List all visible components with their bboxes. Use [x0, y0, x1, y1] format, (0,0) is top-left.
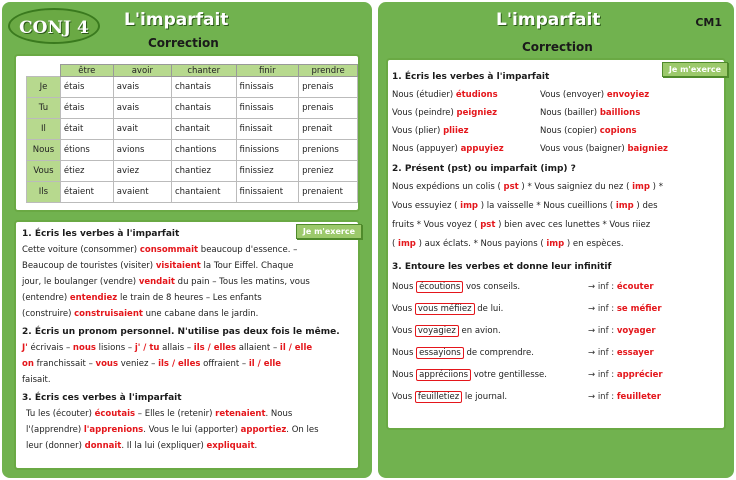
text-segment: fruits * Vous voyez ( — [392, 220, 481, 230]
right-exercises — [392, 68, 722, 408]
r-ex2-line — [392, 178, 722, 197]
answer: envoyiez — [606, 90, 650, 100]
conjugation-cell: prenions — [299, 140, 358, 161]
text-segment: ) des — [633, 201, 658, 211]
text-segment: l'(apprendre) — [26, 425, 84, 435]
r-ex1-heading: 1. Écris les verbes à l'imparfait — [392, 72, 550, 82]
ex1-line — [22, 274, 352, 290]
text-segment: . Vous le lui (apporter) — [143, 425, 241, 435]
text-segment: . Nous — [265, 409, 293, 419]
sentence — [392, 386, 588, 408]
answer: donnait — [84, 441, 122, 451]
ex3-line — [22, 406, 352, 422]
answer: imp — [398, 239, 416, 249]
conjugation-cell: avait — [113, 119, 171, 140]
ex3-heading: 3. Écris ces verbes à l'imparfait — [22, 393, 182, 403]
r-ex3-row — [392, 364, 722, 386]
inf-label: → inf : — [588, 326, 617, 336]
text-segment: (entendre) — [22, 293, 70, 303]
infinitive — [588, 386, 661, 408]
text-segment: . — [254, 441, 258, 451]
conjugation-cell: étiez — [60, 161, 113, 182]
r-ex3-row — [392, 320, 722, 342]
inf-label: → inf : — [588, 304, 617, 314]
infinitive — [588, 298, 662, 320]
col-header: être — [60, 65, 113, 77]
right-subtitle: Correction — [522, 40, 593, 54]
circled-verb: écoutions — [416, 281, 463, 293]
answer: étudions — [455, 90, 498, 100]
text-segment: allaient – — [236, 343, 280, 353]
answer: essayer — [616, 348, 654, 358]
ex1-line — [22, 290, 352, 306]
text-segment: Nous (appuyer) — [392, 144, 461, 154]
conjugation-cell: prenais — [299, 98, 358, 119]
ex2-heading: 2. Écris un pronom personnel. N'utilise pas deux fois le même. — [22, 327, 340, 337]
right-card — [378, 2, 734, 478]
text-segment: offraient – — [200, 359, 249, 369]
pronoun-cell: Ils — [27, 182, 61, 203]
sentence — [392, 364, 588, 386]
left-card — [2, 2, 372, 478]
inf-label: → inf : — [588, 282, 617, 292]
conjugation-cell: avais — [113, 77, 171, 98]
text-segment: allais – — [159, 343, 194, 353]
r-ex3-row — [392, 298, 722, 320]
pronoun-cell: Nous — [27, 140, 61, 161]
r-ex2-heading: 2. Présent (pst) ou imparfait (imp) ? — [392, 164, 576, 174]
answer: consommait — [139, 245, 199, 255]
text-segment: du pain – Tous les matins, vous — [174, 277, 310, 287]
sentence — [392, 342, 588, 364]
r-ex1-item — [392, 86, 540, 104]
level-code: CM1 — [695, 16, 722, 29]
col-header: finir — [236, 65, 299, 77]
table-row — [27, 119, 358, 140]
text-segment: Vous vous (baigner) — [540, 144, 628, 154]
answer: appuyiez — [460, 144, 504, 154]
conjugation-cell: finissait — [236, 119, 299, 140]
r-ex1-item — [540, 86, 649, 104]
r-ex1-item — [392, 140, 540, 158]
answer: copions — [599, 126, 637, 136]
answer: construisaient — [74, 309, 143, 319]
circled-verb: voyagiez — [415, 325, 459, 337]
ex3-line — [22, 438, 352, 454]
text-segment: (construire) — [22, 309, 75, 319]
inf-label: → inf : — [588, 348, 617, 358]
conjugation-cell: chantions — [171, 140, 236, 161]
answer: imp — [460, 201, 479, 211]
answer: entendiez — [69, 293, 118, 303]
text-segment: ( — [392, 239, 399, 249]
text-segment: . On les — [286, 425, 319, 435]
conjugation-cell: chantais — [171, 77, 236, 98]
text-segment: Nous (copier) — [540, 126, 600, 136]
r-ex3-list — [392, 276, 722, 408]
ex2-line — [22, 340, 352, 356]
left-exercises — [22, 226, 352, 454]
answer: voyager — [616, 326, 656, 336]
circled-verb: vous méfiiez — [415, 303, 475, 315]
answer: apprécier — [616, 370, 663, 380]
text-segment: ) * — [649, 182, 663, 192]
text-segment: de lui. — [474, 304, 504, 314]
text-segment: Tu les (écouter) — [26, 409, 95, 419]
conjugation-cell: étais — [60, 98, 113, 119]
r-ex1-grid — [392, 86, 722, 158]
answer: pst — [480, 220, 496, 230]
answer: visitaient — [155, 261, 201, 271]
text-segment: franchissait – — [33, 359, 96, 369]
text-segment: . Il la lui (expliquer) — [121, 441, 207, 451]
sentence — [392, 276, 588, 298]
sentence — [392, 298, 588, 320]
table-corner — [27, 65, 61, 77]
text-segment: ) aux éclats. * Nous payions ( — [415, 239, 547, 249]
ex2-line — [22, 356, 352, 372]
text-segment: beaucoup d'essence. – — [198, 245, 298, 255]
inf-label: → inf : — [588, 370, 617, 380]
pronoun-cell: Il — [27, 119, 61, 140]
text-segment: Vous — [392, 304, 415, 314]
answer: écouter — [616, 282, 654, 292]
r-ex1-row — [392, 140, 722, 158]
text-segment: le train de 8 heures – Les enfants — [117, 293, 262, 303]
text-segment: – Elles le (retenir) — [135, 409, 216, 419]
answer: pliiez — [443, 126, 469, 136]
text-segment: Vous (peindre) — [392, 108, 457, 118]
pronoun-cell: Je — [27, 77, 61, 98]
ex2-line: faisait. — [22, 375, 51, 385]
answer: baigniez — [627, 144, 668, 154]
r-ex1-item — [540, 122, 637, 140]
conjugation-cell: aviez — [113, 161, 171, 182]
pronoun-cell: Tu — [27, 98, 61, 119]
r-ex2-text — [392, 178, 722, 254]
conjugation-cell: finissais — [236, 98, 299, 119]
text-segment: écrivais – — [27, 343, 73, 353]
r-ex1-item — [392, 104, 540, 122]
table-row — [27, 140, 358, 161]
text-segment: Beaucoup de touristes (visiter) — [22, 261, 156, 271]
infinitive — [588, 364, 663, 386]
answer: baillions — [599, 108, 641, 118]
answer: imp — [615, 201, 634, 211]
right-exercise-panel — [386, 58, 726, 430]
text-segment: votre gentillesse. — [471, 370, 547, 380]
r-ex1-row — [392, 104, 722, 122]
text-segment: le journal. — [462, 392, 508, 402]
sentence — [392, 320, 588, 342]
conjugation-cell: chantais — [171, 98, 236, 119]
conj-badge: CONJ 4 — [8, 8, 100, 44]
text-segment: Nous — [392, 348, 417, 358]
text-segment: la Tour Eiffel. Chaque — [200, 261, 294, 271]
text-segment: Vous essuyiez ( — [392, 201, 461, 211]
r-ex2-line — [392, 235, 722, 254]
conjugation-cell: finissais — [236, 77, 299, 98]
r-ex3-row — [392, 386, 722, 408]
table-row — [27, 98, 358, 119]
answer: retenaient — [215, 409, 266, 419]
conjugation-cell: avaient — [113, 182, 171, 203]
conjugation-cell: chantait — [171, 119, 236, 140]
answer: nous — [72, 343, 96, 353]
conjugation-cell: étais — [60, 77, 113, 98]
answer: se méfier — [616, 304, 662, 314]
text-segment: Nous expédions un colis ( — [392, 182, 504, 192]
text-segment: Nous (bailler) — [540, 108, 600, 118]
text-segment: ) en espèces. — [564, 239, 624, 249]
r-ex3-row — [392, 342, 722, 364]
infinitive — [588, 276, 654, 298]
ex1-heading: 1. Écris les verbes à l'imparfait — [22, 229, 180, 239]
answer: vendait — [138, 277, 175, 287]
text-segment: Vous — [392, 326, 415, 336]
conjugation-table — [26, 64, 358, 203]
conjugation-cell: finissiez — [236, 161, 299, 182]
conjugation-cell: avions — [113, 140, 171, 161]
conjugation-cell: finissions — [236, 140, 299, 161]
answer: il / elle — [248, 359, 282, 369]
left-title: L'imparfait — [124, 10, 229, 30]
right-title: L'imparfait — [496, 10, 601, 30]
answer: pst — [503, 182, 519, 192]
ex3-line — [22, 422, 352, 438]
answer: apportiez — [240, 425, 287, 435]
circled-verb: appréciions — [416, 369, 471, 381]
text-segment: ) bien avec ces lunettes * Vous riiez — [495, 220, 651, 230]
conjugation-cell: prenaient — [299, 182, 358, 203]
table-row — [27, 161, 358, 182]
r-ex2-line — [392, 197, 722, 216]
conjugation-cell: chantaient — [171, 182, 236, 203]
text-segment: en avion. — [458, 326, 501, 336]
answer: écoutais — [94, 409, 136, 419]
answer: on — [22, 359, 34, 369]
conjugation-cell: chantiez — [171, 161, 236, 182]
answer: feuilleter — [616, 392, 661, 402]
col-header: avoir — [113, 65, 171, 77]
conjugation-panel — [14, 54, 360, 212]
text-segment: leur (donner) — [26, 441, 85, 451]
answer: J' — [22, 343, 28, 353]
conjugation-cell: prenais — [299, 77, 358, 98]
pronoun-cell: Vous — [27, 161, 61, 182]
ex1-line — [22, 258, 352, 274]
answer: ils / elles — [193, 343, 237, 353]
r-ex1-item — [392, 122, 540, 140]
ex1-text — [22, 242, 352, 322]
answer: il / elle — [279, 343, 313, 353]
ex1-line — [22, 242, 352, 258]
left-exercise-panel — [14, 220, 360, 470]
conjugation-cell: preniez — [299, 161, 358, 182]
text-segment: Nous — [392, 282, 417, 292]
text-segment: Cette voiture (consommer) — [22, 245, 140, 255]
circled-verb: feuilletiez — [415, 391, 462, 403]
answer: ils / elles — [158, 359, 201, 369]
answer: expliquait — [206, 441, 255, 451]
text-segment: Nous (étudier) — [392, 90, 456, 100]
col-header: prendre — [299, 65, 358, 77]
answer: l'apprenions — [83, 425, 144, 435]
text-segment: ) * Vous saigniez du nez ( — [518, 182, 633, 192]
infinitive — [588, 320, 656, 342]
r-ex2-line — [392, 216, 722, 235]
text-segment: de comprendre. — [463, 348, 534, 358]
conjugation-cell: prenait — [299, 119, 358, 140]
answer: peigniez — [456, 108, 498, 118]
answer: imp — [632, 182, 650, 192]
table-row — [27, 182, 358, 203]
r-ex3-heading: 3. Entoure les verbes et donne leur infinitif — [392, 262, 612, 272]
text-segment: ) la vaisselle * Nous cueillions ( — [478, 201, 616, 211]
conjugation-cell: étions — [60, 140, 113, 161]
answer: vous — [95, 359, 119, 369]
text-segment: lisions – — [95, 343, 135, 353]
circled-verb: essayions — [416, 347, 464, 359]
text-segment: Vous (envoyer) — [540, 90, 607, 100]
r-ex1-row — [392, 86, 722, 104]
r-ex1-item — [540, 140, 668, 158]
infinitive — [588, 342, 654, 364]
conjugation-cell: était — [60, 119, 113, 140]
text-segment: vos conseils. — [463, 282, 521, 292]
exercise-tag: Je m'exerce — [296, 224, 362, 239]
inf-label: → inf : — [588, 392, 617, 402]
conjugation-cell: finissaient — [236, 182, 299, 203]
conjugation-cell: étaient — [60, 182, 113, 203]
answer: imp — [546, 239, 565, 249]
r-ex1-row — [392, 122, 722, 140]
col-header: chanter — [171, 65, 236, 77]
left-subtitle: Correction — [148, 36, 219, 50]
answer: j' / tu — [134, 343, 160, 353]
conjugation-cell: avais — [113, 98, 171, 119]
r-ex3-row — [392, 276, 722, 298]
table-row — [27, 77, 358, 98]
exercise-tag: Je m'exerce — [662, 62, 728, 77]
text-segment: Vous — [392, 392, 415, 402]
ex1-line — [22, 306, 352, 322]
text-segment: une cabane dans le jardin. — [142, 309, 259, 319]
text-segment: jour, le boulanger (vendre) — [22, 277, 139, 287]
text-segment: Nous — [392, 370, 417, 380]
text-segment: veniez – — [118, 359, 159, 369]
r-ex1-item — [540, 104, 640, 122]
text-segment: Vous (plier) — [392, 126, 444, 136]
